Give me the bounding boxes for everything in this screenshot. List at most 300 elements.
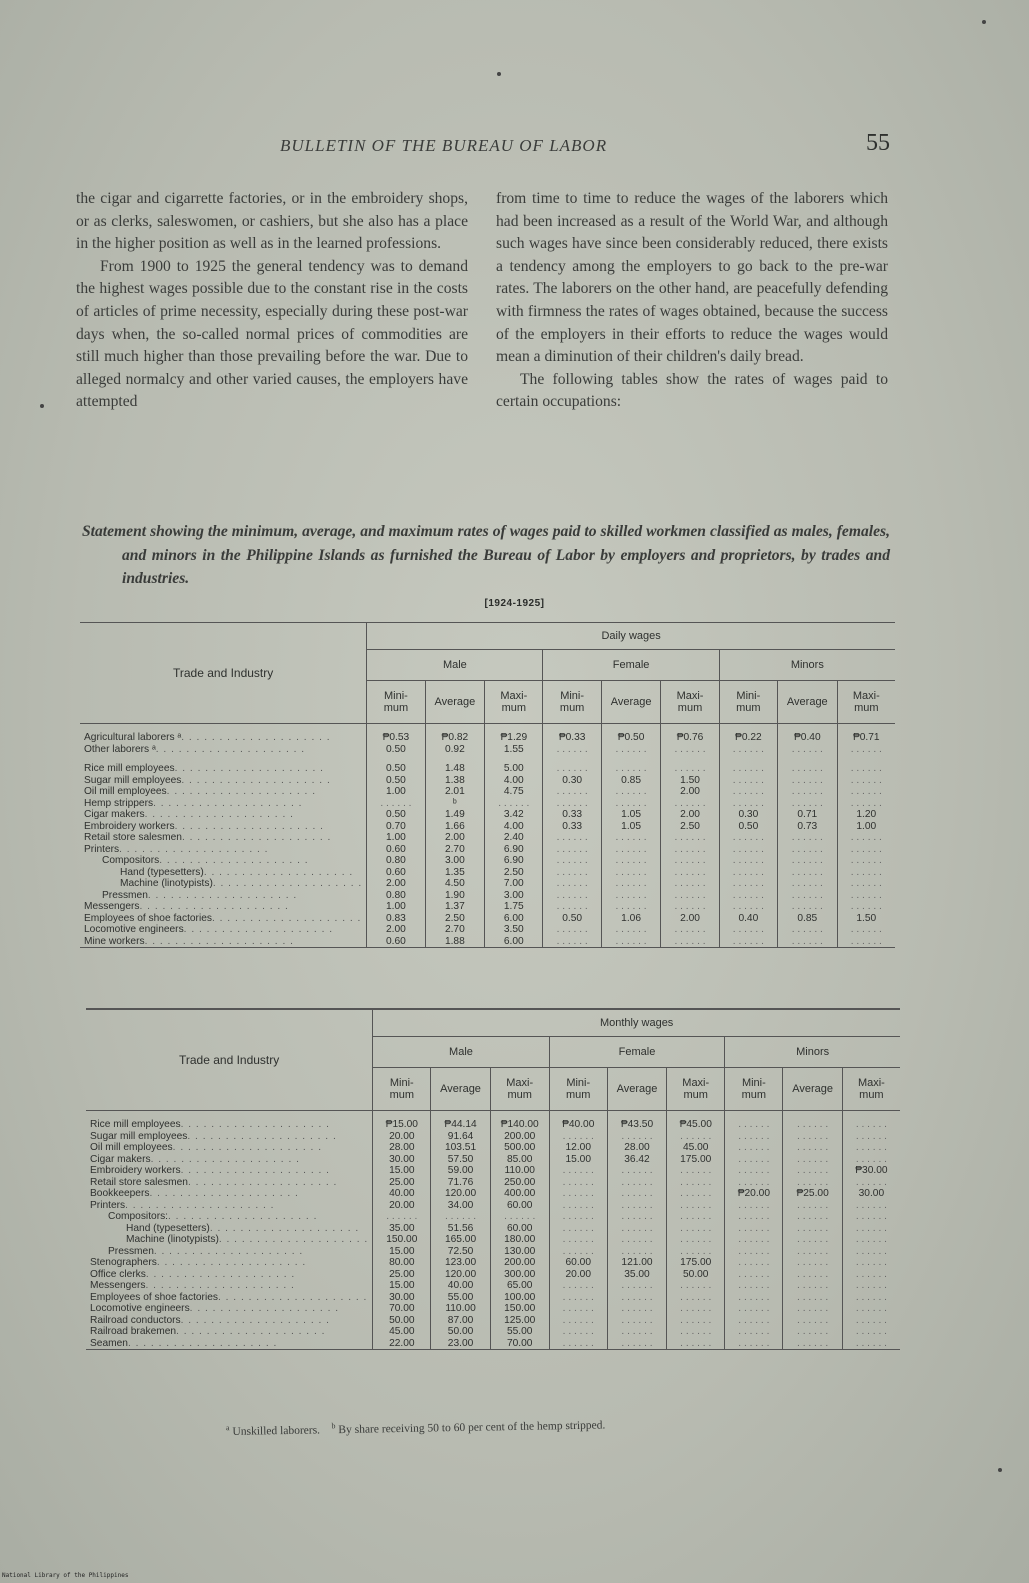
wage-cell: . . . . . .	[485, 798, 543, 810]
wage-cell: . . . . . .	[855, 1153, 887, 1165]
wage-cell: . . . . . .	[549, 1280, 607, 1292]
occupation-label: Locomotive engineers	[84, 924, 184, 935]
wage-cell: 30.00	[373, 1292, 431, 1304]
wage-cell: . . . . . .	[778, 855, 838, 867]
occupation-label: Retail store salesmen	[90, 1176, 188, 1188]
wage-cell: . . . . . .	[725, 1142, 783, 1154]
table-row	[80, 924, 895, 936]
table-row	[80, 901, 895, 913]
avg-header: Average	[783, 1068, 842, 1111]
wage-cell: . . . . . .	[719, 901, 777, 913]
wage-cell: . . . . . .	[725, 1177, 783, 1189]
wage-cell: . . . . . .	[601, 901, 661, 913]
wage-cell: . . . . . .	[855, 1142, 887, 1153]
wage-cell: . . . . . .	[601, 855, 661, 867]
wage-cell: . . . . . .	[855, 1291, 887, 1303]
wage-cell: . . . . . .	[543, 924, 601, 936]
wage-cell: 22.00	[373, 1338, 431, 1350]
wage-cell: . . . . . .	[778, 775, 838, 787]
footnotes	[226, 1413, 826, 1438]
wage-cell: 121.00	[607, 1257, 666, 1269]
wage-cell: . . . . . .	[601, 878, 661, 890]
occupation-cell: Pressmen. . . . . . . . . . . . . . . . . . . .	[86, 1246, 373, 1258]
wage-cell: 15.00	[373, 1246, 431, 1258]
wage-cell: ₱30.00	[855, 1165, 888, 1176]
wage-cell: 70.00	[490, 1338, 549, 1350]
wage-cell: 91.64	[431, 1131, 490, 1143]
wage-cell: . . . . . .	[373, 1211, 431, 1223]
wage-cell: 120.00	[431, 1269, 490, 1281]
table-row	[80, 732, 895, 744]
wage-cell: 60.00	[549, 1257, 607, 1269]
wage-cell: 30.00	[373, 1154, 431, 1166]
wage-cell: . . . . . .	[783, 1119, 842, 1131]
wage-cell: . . . . . .	[549, 1177, 607, 1189]
wage-cell: 23.00	[431, 1338, 490, 1350]
wage-cell: . . . . . .	[783, 1315, 842, 1327]
wage-cell: 180.00	[490, 1234, 549, 1246]
occupation-label: Oil mill employees	[84, 786, 167, 797]
occupation-cell: Office clerks. . . . . . . . . . . . . . . . . . . .	[86, 1269, 373, 1281]
wage-cell: . . . . . .	[543, 855, 601, 867]
wage-cell: 2.50	[661, 821, 719, 833]
wage-cell: 0.30	[543, 775, 601, 787]
wage-cell: 1.50	[856, 912, 877, 924]
wage-cell: 20.00	[549, 1269, 607, 1281]
wage-cell: . . . . . .	[719, 763, 777, 775]
occupation-cell: Cigar makers. . . . . . . . . . . . . . . . . . . .	[80, 809, 367, 821]
wage-cell: 70.00	[373, 1303, 431, 1315]
table-row	[86, 1165, 900, 1177]
wage-cell: 0.60	[367, 867, 425, 879]
monthly-wages-header: Monthly wages	[373, 1009, 900, 1037]
wage-cell: . . . . . .	[850, 855, 882, 866]
wage-cell: 34.00	[431, 1200, 490, 1212]
wage-cell: . . . . . .	[855, 1280, 887, 1291]
wage-cell: . . . . . .	[601, 936, 661, 948]
wage-cell: . . . . . .	[855, 1199, 887, 1211]
wage-cell: 175.00	[667, 1154, 725, 1166]
wage-cell: . . . . . .	[719, 878, 777, 890]
occupation-cell: Rice mill employees. . . . . . . . . . . . . . . . . . . .	[86, 1119, 373, 1131]
occupation-label: Rice mill employees	[84, 763, 175, 774]
wage-cell: . . . . . .	[783, 1234, 842, 1246]
wage-cell: . . . . . .	[725, 1200, 783, 1212]
monthly-table-body	[86, 1111, 900, 1350]
wage-cell: . . . . . .	[367, 798, 425, 810]
wage-cell: 3.42	[485, 809, 543, 821]
wage-cell: 15.00	[549, 1154, 607, 1166]
table-row	[80, 809, 895, 821]
wage-cell: . . . . . .	[667, 1315, 725, 1327]
wage-cell: ₱0.40	[778, 732, 838, 744]
wage-cell: . . . . . .	[667, 1211, 725, 1223]
occupation-cell: Employees of shoe factories. . . . . . . . . . . . . . . . . . . .	[80, 913, 367, 925]
wage-cell: . . . . . .	[661, 844, 719, 856]
avg-header: Average	[431, 1068, 490, 1111]
wage-cell: . . . . . .	[725, 1165, 783, 1177]
wage-cell: 59.00	[431, 1165, 490, 1177]
wage-cell: . . . . . .	[607, 1165, 666, 1177]
wage-cell: . . . . . .	[778, 901, 838, 913]
occupation-label: Compositors	[102, 855, 160, 866]
wage-cell: . . . . . .	[778, 878, 838, 890]
male-header: Male	[373, 1037, 549, 1068]
wage-cell: 45.00	[667, 1142, 725, 1154]
wage-cell: . . . . . .	[725, 1280, 783, 1292]
occupation-cell: Machine (linotypists). . . . . . . . . . . . . . . . . . . .	[80, 878, 367, 890]
occupation-cell: Railroad brakemen. . . . . . . . . . . . . . . . . . . .	[86, 1326, 373, 1338]
wage-cell: 35.00	[373, 1223, 431, 1235]
wage-cell: . . . . . .	[855, 1303, 887, 1314]
wage-cell: 50.00	[667, 1269, 725, 1281]
wage-cell: . . . . . .	[607, 1292, 666, 1304]
wage-cell: 1.06	[601, 913, 661, 925]
trade-header: Trade and Industry	[80, 623, 367, 724]
table-row	[80, 913, 895, 925]
wage-cell: . . . . . .	[607, 1280, 666, 1292]
wage-cell: 40.00	[373, 1188, 431, 1200]
wage-cell: . . . . . .	[850, 866, 882, 878]
footnote-mark: b	[331, 1421, 336, 1431]
wage-cell: 4.50	[425, 878, 485, 890]
wage-cell: 1.38	[425, 775, 485, 787]
daily-wages-header: Daily wages	[367, 623, 895, 650]
wage-cell: . . . . . .	[607, 1303, 666, 1315]
wage-cell: . . . . . .	[549, 1246, 607, 1258]
wage-cell: 1.75	[485, 901, 543, 913]
occupation-cell: Hemp strippers. . . . . . . . . . . . . . . . . . . .	[80, 798, 367, 810]
right-column	[496, 188, 888, 414]
occupation-label: Messengers	[84, 901, 140, 912]
table-row	[86, 1315, 900, 1327]
min-header: Mini- mum	[725, 1068, 783, 1111]
wage-cell: . . . . . .	[543, 786, 601, 798]
occupation-label: Pressmen	[108, 1245, 154, 1257]
wage-cell: . . . . . .	[850, 935, 882, 947]
wage-cell: ₱140.00	[490, 1119, 549, 1131]
wage-cell: . . . . . .	[725, 1154, 783, 1166]
occupation-cell: Hand (typesetters). . . . . . . . . . . . . . . . . . . .	[86, 1223, 373, 1235]
wage-cell: . . . . . .	[607, 1177, 666, 1189]
wage-cell: . . . . . .	[725, 1326, 783, 1338]
trade-header: Trade and Industry	[86, 1009, 373, 1111]
wage-cell: . . . . . .	[850, 786, 882, 797]
occupation-label: Cigar makers	[90, 1153, 151, 1165]
table-row	[80, 744, 895, 756]
occupation-cell: Agricultural laborers ᵃ. . . . . . . . . . . . . . . . . . . .	[80, 732, 367, 744]
wage-cell: 0.60	[367, 936, 425, 948]
wage-cell: . . . . . .	[725, 1315, 783, 1327]
wage-cell: . . . . . .	[719, 867, 777, 879]
wage-cell: . . . . . .	[543, 763, 601, 775]
wage-cell: 103.51	[431, 1142, 490, 1154]
wage-cell: . . . . . .	[667, 1292, 725, 1304]
wage-cell: . . . . . .	[549, 1338, 607, 1350]
wage-cell: . . . . . .	[855, 1211, 887, 1222]
wage-cell: . . . . . .	[607, 1315, 666, 1327]
wage-cell: . . . . . .	[543, 936, 601, 948]
table-row	[86, 1280, 900, 1292]
wage-cell: . . . . . .	[783, 1142, 842, 1154]
wage-cell: . . . . . .	[783, 1257, 842, 1269]
wage-cell: 6.90	[485, 844, 543, 856]
wage-cell: . . . . . .	[783, 1165, 842, 1177]
wage-cell: 3.50	[485, 924, 543, 936]
wage-cell: . . . . . .	[607, 1234, 666, 1246]
wage-cell: 1.05	[601, 809, 661, 821]
wage-cell: 1.48	[425, 763, 485, 775]
occupation-label: Railroad brakemen	[90, 1326, 177, 1337]
wage-cell: 50.00	[373, 1315, 431, 1327]
wage-cell: . . . . . .	[543, 901, 601, 913]
wage-cell: . . . . . .	[855, 1326, 887, 1337]
occupation-label: Sugar mill employees	[90, 1130, 188, 1142]
wage-cell: 2.70	[425, 844, 485, 856]
wage-cell: 50.00	[431, 1326, 490, 1338]
wage-cell: ₱0.33	[543, 732, 601, 744]
wage-cell: . . . . . .	[549, 1188, 607, 1200]
occupation-label: Stenographers	[90, 1257, 157, 1268]
occupation-label: Bookkeepers	[90, 1188, 150, 1199]
occupation-cell: Employees of shoe factories. . . . . . . . . . . . . . . . . . . .	[86, 1292, 373, 1304]
occupation-label: Retail store salesmen	[84, 832, 182, 843]
wage-cell: 3.00	[425, 855, 485, 867]
avg-header: Average	[425, 681, 485, 724]
table-row	[80, 936, 895, 948]
wage-cell: 36.42	[607, 1154, 666, 1166]
ink-speck	[40, 404, 44, 408]
max-header: Maxi- mum	[490, 1068, 549, 1111]
table-row	[86, 1269, 900, 1281]
wage-cell: ₱1.29	[485, 732, 543, 744]
wage-cell: . . . . . .	[549, 1234, 607, 1246]
wage-cell: 1.00	[367, 832, 425, 844]
wage-cell: 0.60	[367, 844, 425, 856]
wage-cell: 1.37	[425, 901, 485, 913]
wage-cell: . . . . . .	[543, 844, 601, 856]
wage-cell: . . . . . .	[719, 798, 777, 810]
wage-cell: . . . . . .	[543, 798, 601, 810]
wage-cell: 0.30	[719, 809, 777, 821]
wage-cell: 1.00	[856, 820, 877, 832]
wage-cell: 45.00	[373, 1326, 431, 1338]
wage-cell: . . . . . .	[607, 1200, 666, 1212]
occupation-label: Other laborers ᵃ	[84, 743, 156, 755]
footnote-mark: a	[225, 1423, 230, 1433]
wage-cell: 2.00	[367, 878, 425, 890]
wage-cell: 0.92	[425, 744, 485, 756]
female-header: Female	[543, 650, 719, 681]
wage-cell: . . . . . .	[783, 1211, 842, 1223]
max-header: Maxi- mum	[485, 681, 543, 724]
table-row	[80, 855, 895, 867]
occupation-cell: Retail store salesmen. . . . . . . . . . . . . . . . . . . .	[80, 832, 367, 844]
occupation-label: Office clerks	[90, 1268, 146, 1280]
table-years: [1924-1925]	[484, 598, 545, 609]
male-header: Male	[367, 650, 543, 681]
wage-cell: 6.00	[485, 913, 543, 925]
wage-cell: 71.76	[431, 1177, 490, 1189]
page-header	[80, 132, 890, 162]
occupation-cell: Locomotive engineers. . . . . . . . . . . . . . . . . . . .	[86, 1303, 373, 1315]
wage-cell: 25.00	[373, 1269, 431, 1281]
occupation-label: Hand (typesetters)	[126, 1222, 210, 1234]
wage-cell: 60.00	[490, 1223, 549, 1235]
wage-cell: . . . . . .	[855, 1234, 887, 1245]
occupation-label: Hemp strippers	[84, 797, 154, 809]
wage-cell: ₱0.82	[425, 732, 485, 744]
wage-cell: 0.50	[367, 763, 425, 775]
wage-cell: 72.50	[431, 1246, 490, 1258]
wage-cell: . . . . . .	[543, 744, 601, 756]
wage-cell: 2.01	[425, 786, 485, 798]
occupation-cell: Stenographers. . . . . . . . . . . . . . . . . . . .	[86, 1257, 373, 1269]
wage-cell: . . . . . .	[850, 889, 882, 901]
table-row	[80, 867, 895, 879]
wage-cell: 20.00	[373, 1200, 431, 1212]
wage-cell: . . . . . .	[783, 1154, 842, 1166]
wage-cell: ₱0.71	[852, 732, 880, 743]
wage-cell: ₱40.00	[549, 1119, 607, 1131]
wage-cell: . . . . . .	[543, 867, 601, 879]
wage-cell: . . . . . .	[667, 1303, 725, 1315]
wage-cell: ₱0.50	[601, 732, 661, 744]
wage-cell: . . . . . .	[783, 1223, 842, 1235]
occupation-label: Employees of shoe factories	[90, 1291, 218, 1303]
wage-cell: . . . . . .	[725, 1211, 783, 1223]
wage-cell: . . . . . .	[667, 1223, 725, 1235]
wage-cell: . . . . . .	[783, 1280, 842, 1292]
wage-cell: 1.35	[425, 867, 485, 879]
wage-cell: . . . . . .	[549, 1315, 607, 1327]
wage-cell: 12.00	[549, 1142, 607, 1154]
wage-cell: . . . . . .	[549, 1211, 607, 1223]
wage-cell: 25.00	[373, 1177, 431, 1189]
table-row	[86, 1303, 900, 1315]
wage-cell: 6.90	[485, 855, 543, 867]
wage-cell: . . . . . .	[667, 1246, 725, 1258]
table-row	[80, 775, 895, 787]
occupation-cell: Embroidery workers. . . . . . . . . . . . . . . . . . . .	[80, 821, 367, 833]
wage-cell: 0.85	[601, 775, 661, 787]
wage-cell: . . . . . .	[778, 867, 838, 879]
wage-cell: . . . . . .	[661, 936, 719, 948]
wage-cell: . . . . . .	[719, 786, 777, 798]
table-row	[86, 1234, 900, 1246]
occupation-cell: Pressmen. . . . . . . . . . . . . . . . . . . .	[80, 890, 367, 902]
wage-cell: . . . . . .	[607, 1131, 666, 1143]
wage-cell: ᵇ	[425, 798, 485, 810]
wage-cell: . . . . . .	[601, 890, 661, 902]
wage-cell: . . . . . .	[607, 1338, 666, 1350]
wage-cell: . . . . . .	[725, 1131, 783, 1143]
daily-wages-table	[80, 622, 895, 948]
wage-cell: . . . . . .	[855, 1245, 887, 1257]
wage-cell: ₱0.76	[661, 732, 719, 744]
wage-cell: . . . . . .	[543, 832, 601, 844]
wage-cell: 1.50	[661, 775, 719, 787]
wage-cell: 20.00	[373, 1131, 431, 1143]
wage-cell: . . . . . .	[601, 832, 661, 844]
female-header: Female	[549, 1037, 725, 1068]
wage-cell: . . . . . .	[431, 1211, 490, 1223]
wage-cell: 100.00	[490, 1292, 549, 1304]
wage-cell: 2.50	[425, 913, 485, 925]
wage-cell: . . . . . .	[778, 924, 838, 936]
wage-cell: 4.75	[485, 786, 543, 798]
wage-cell: . . . . . .	[661, 763, 719, 775]
wage-cell: . . . . . .	[850, 843, 882, 855]
wage-cell: . . . . . .	[719, 844, 777, 856]
wage-cell: 57.50	[431, 1154, 490, 1166]
wage-cell: . . . . . .	[667, 1234, 725, 1246]
wage-cell: 1.88	[425, 936, 485, 948]
wage-cell: 2.00	[367, 924, 425, 936]
wage-cell: . . . . . .	[661, 867, 719, 879]
max-header: Maxi- mum	[837, 681, 895, 724]
table-row	[80, 878, 895, 890]
table-row	[80, 832, 895, 844]
wage-cell: 0.40	[719, 913, 777, 925]
wage-cell: 250.00	[490, 1177, 549, 1189]
wage-cell: 500.00	[490, 1142, 549, 1154]
wage-cell: ₱43.50	[607, 1119, 666, 1131]
wage-cell: 1.55	[485, 744, 543, 756]
table-row	[86, 1200, 900, 1212]
wage-cell: 150.00	[373, 1234, 431, 1246]
table-row	[80, 786, 895, 798]
wage-cell: . . . . . .	[549, 1292, 607, 1304]
wage-cell: 0.50	[367, 775, 425, 787]
wage-cell: 2.00	[661, 913, 719, 925]
avg-header: Average	[607, 1068, 666, 1111]
wage-cell: . . . . . .	[778, 786, 838, 798]
wage-cell: 110.00	[431, 1303, 490, 1315]
wage-cell: . . . . . .	[549, 1165, 607, 1177]
wage-cell: . . . . . .	[783, 1131, 842, 1143]
wage-cell: . . . . . .	[855, 1337, 887, 1349]
wage-cell: . . . . . .	[607, 1246, 666, 1258]
table-row	[86, 1119, 900, 1131]
occupation-label: Printers	[90, 1199, 126, 1211]
wage-cell: 35.00	[607, 1269, 666, 1281]
wage-cell: 0.80	[367, 855, 425, 867]
table-row	[86, 1177, 900, 1189]
wage-cell: . . . . . .	[549, 1303, 607, 1315]
wage-cell: . . . . . .	[725, 1223, 783, 1235]
wage-cell: 0.71	[778, 809, 838, 821]
occupation-label: Machine (linotypists)	[120, 878, 213, 889]
wage-cell: . . . . . .	[855, 1257, 887, 1268]
wage-cell: . . . . . .	[719, 832, 777, 844]
table-row	[80, 844, 895, 856]
wage-cell: . . . . . .	[607, 1326, 666, 1338]
occupation-cell: Seamen. . . . . . . . . . . . . . . . . . . .	[86, 1338, 373, 1350]
occupation-label: Hand (typesetters)	[120, 866, 204, 878]
wage-cell: 55.00	[490, 1326, 549, 1338]
wage-cell: . . . . . .	[719, 855, 777, 867]
wage-cell: 0.50	[367, 809, 425, 821]
occupation-cell: Compositors. . . . . . . . . . . . . . . . . . . .	[80, 855, 367, 867]
occupation-label: Printers	[84, 843, 120, 855]
wage-cell: . . . . . .	[783, 1338, 842, 1350]
wage-cell: ₱20.00	[725, 1188, 783, 1200]
occupation-cell: Sugar mill employees. . . . . . . . . . . . . . . . . . . .	[80, 775, 367, 787]
wage-cell: 4.00	[485, 821, 543, 833]
wage-cell: 2.00	[661, 809, 719, 821]
occupation-cell: Printers. . . . . . . . . . . . . . . . . . . .	[80, 844, 367, 856]
